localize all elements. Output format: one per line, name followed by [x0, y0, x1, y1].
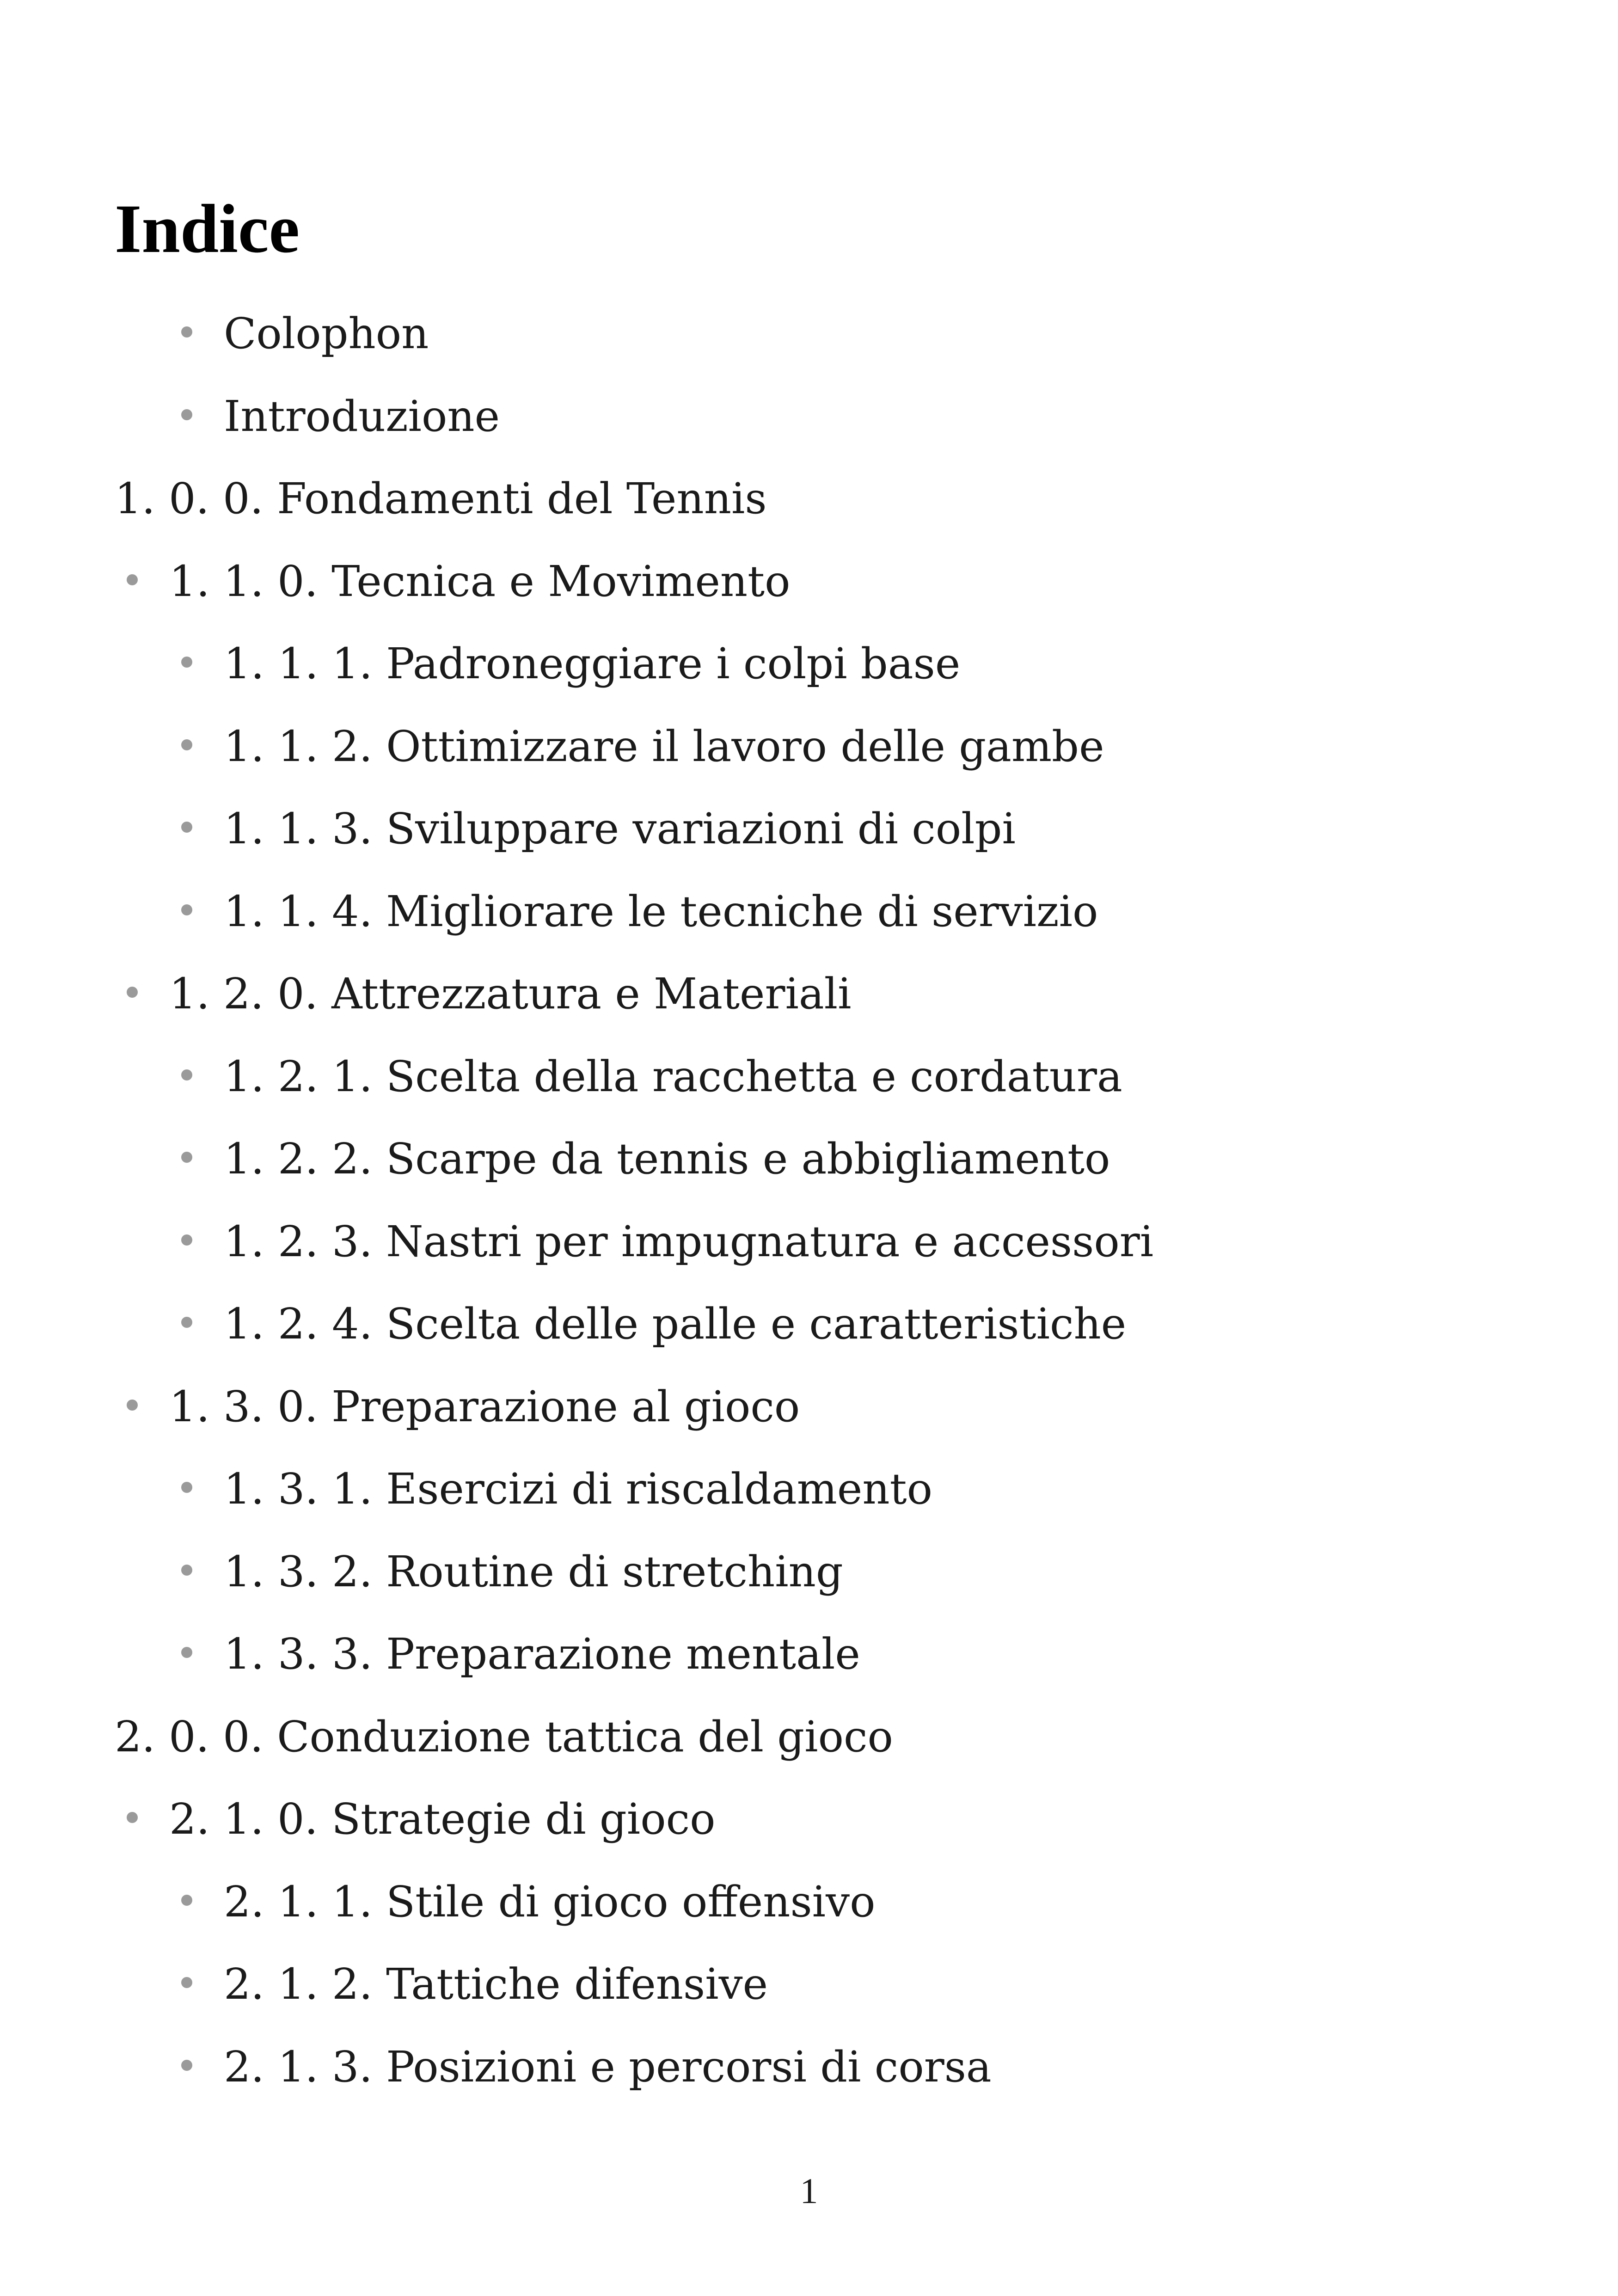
bullet-icon [127, 1400, 138, 1411]
toc-entry[interactable] [224, 1547, 843, 1596]
toc-entry[interactable] [224, 1134, 1110, 1184]
bullet-icon [181, 409, 192, 420]
bullet-icon [181, 1647, 192, 1658]
toc-entry[interactable] [224, 1217, 1154, 1266]
toc-entry-label: 1. 2. 0. Attrezzatura e Materiali [169, 969, 852, 1019]
toc-entry[interactable] [224, 392, 500, 441]
page-title: Indice [115, 190, 300, 267]
toc-entry[interactable] [169, 969, 852, 1019]
toc-entry-label: 1. 2. 2. Scarpe da tennis e abbigliamento [224, 1134, 1110, 1184]
bullet-icon [181, 1317, 192, 1328]
toc-entry[interactable] [224, 1877, 876, 1927]
toc-entry-label: Introduzione [224, 392, 500, 441]
toc-entry-label: 1. 3. 2. Routine di stretching [224, 1547, 843, 1596]
toc-entry-label: 1. 2. 1. Scelta della racchetta e cordatura [224, 1052, 1122, 1101]
toc-entry-label: 1. 1. 1. Padroneggiare i colpi base [224, 639, 961, 688]
toc-entry[interactable] [224, 1959, 768, 2009]
toc-entry-label: 1. 1. 4. Migliorare le tecniche di servizio [224, 887, 1098, 936]
toc-entry-label: 1. 3. 1. Esercizi di riscaldamento [224, 1464, 932, 1514]
toc-entry[interactable] [224, 2042, 992, 2092]
toc-entry[interactable] [169, 1382, 800, 1431]
bullet-icon [181, 1069, 192, 1080]
toc-entry[interactable] [169, 557, 791, 606]
toc-entry[interactable] [224, 1464, 932, 1514]
toc-entry-label: 2. 1. 3. Posizioni e percorsi di corsa [224, 2042, 992, 2092]
bullet-icon [127, 574, 138, 585]
toc-entry[interactable] [224, 309, 429, 358]
toc-entry[interactable] [224, 1299, 1127, 1349]
toc-entry[interactable] [224, 1052, 1122, 1101]
toc-entry-label: 1. 2. 4. Scelta delle palle e caratteristiche [224, 1299, 1127, 1349]
bullet-icon [181, 326, 192, 338]
bullet-icon [181, 904, 192, 915]
bullet-icon [181, 822, 192, 833]
toc-entry-label: 1. 1. 0. Tecnica e Movimento [169, 557, 791, 606]
toc-entry-label: 1. 1. 3. Sviluppare variazioni di colpi [224, 804, 1016, 853]
toc-entry-label: 1. 3. 3. Preparazione mentale [224, 1629, 860, 1679]
bullet-icon [181, 1482, 192, 1493]
toc-entry[interactable] [224, 804, 1016, 853]
toc-entry-label: 1. 2. 3. Nastri per impugnatura e accessori [224, 1217, 1154, 1266]
toc-entry[interactable] [224, 639, 961, 688]
toc-entry-label: 1. 3. 0. Preparazione al gioco [169, 1382, 800, 1431]
bullet-icon [181, 1977, 192, 1988]
toc-entry[interactable] [169, 1794, 716, 1844]
toc-entry-label: Colophon [224, 309, 429, 358]
bullet-icon [181, 1152, 192, 1163]
toc-entry[interactable] [224, 887, 1098, 936]
bullet-icon [181, 2060, 192, 2071]
bullet-icon [181, 1234, 192, 1246]
toc-entry-label: 1. 1. 2. Ottimizzare il lavoro delle gambe [224, 722, 1104, 771]
toc-entry-label: 2. 1. 0. Strategie di gioco [169, 1794, 716, 1844]
toc-entry-label: 2. 1. 2. Tattiche difensive [224, 1959, 768, 2009]
toc-entry[interactable] [115, 1712, 893, 1762]
toc-entry-label: 2. 1. 1. Stile di gioco offensivo [224, 1877, 876, 1927]
toc-entry[interactable] [115, 474, 767, 523]
bullet-icon [181, 1565, 192, 1576]
toc-entry[interactable] [224, 722, 1104, 771]
bullet-icon [127, 1812, 138, 1823]
toc-entry-label: 2. 0. 0. Conduzione tattica del gioco [115, 1712, 893, 1762]
toc-entry[interactable] [224, 1629, 860, 1679]
page-number: 1 [800, 2171, 818, 2211]
bullet-icon [181, 1895, 192, 1906]
bullet-icon [127, 987, 138, 998]
bullet-icon [181, 739, 192, 750]
toc-entry-label: 1. 0. 0. Fondamenti del Tennis [115, 474, 767, 523]
bullet-icon [181, 657, 192, 668]
